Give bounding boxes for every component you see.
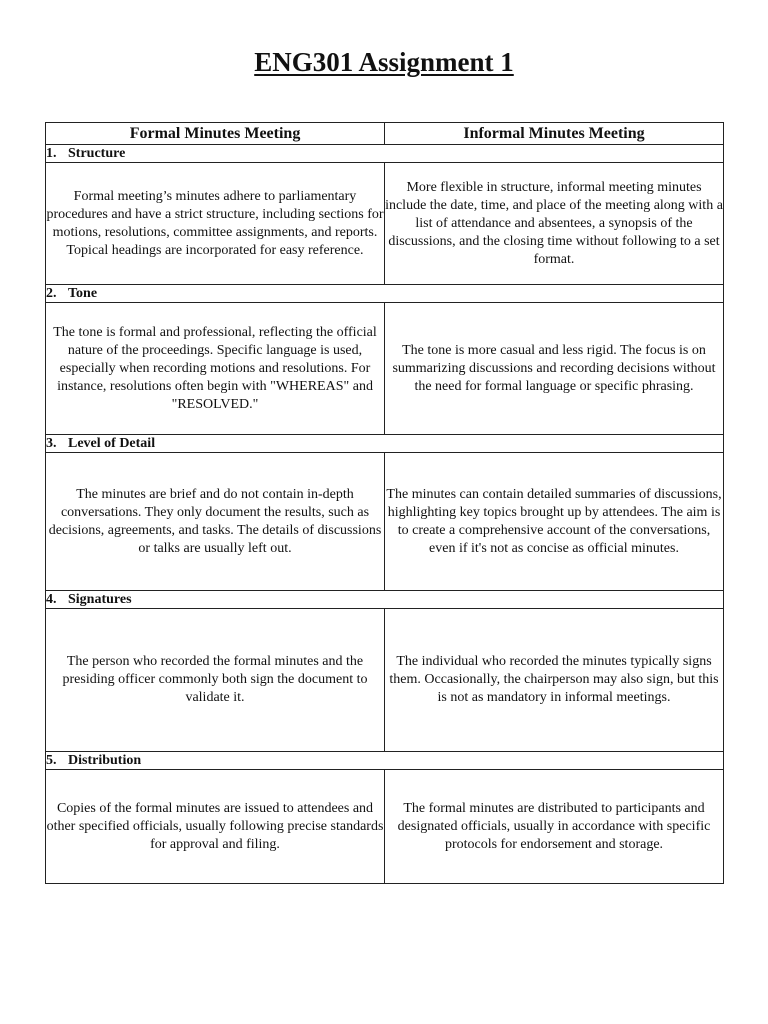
informal-cell: The formal minutes are distributed to participants and designated officials, usually in accordance with specific protocols for endorsement and storage. xyxy=(385,770,724,884)
section-number: 5. xyxy=(46,753,57,768)
section-heading-distribution xyxy=(46,752,724,770)
informal-cell: The individual who recorded the minutes typically signs them. Occasionally, the chairperson may also sign, but this is not as mandatory in informal meetings. xyxy=(385,609,724,752)
section-label: Tone xyxy=(68,286,98,301)
table-row xyxy=(46,609,724,752)
section-heading-row xyxy=(46,435,724,453)
section-heading-level-of-detail xyxy=(46,435,724,453)
header-informal: Informal Minutes Meeting xyxy=(385,123,724,145)
informal-cell: The minutes can contain detailed summaries of discussions, highlighting key topics brought up by attendees. The aim is to create a comprehensive account of the conversations, even if it's not as concise as official minutes. xyxy=(385,453,724,591)
section-heading-row xyxy=(46,145,724,163)
document-title: ENG301 Assignment 1 xyxy=(254,47,514,77)
informal-cell: More flexible in structure, informal meeting minutes include the date, time, and place of the meeting along with a list of attendance and absentees, a synopsis of the discussions, and the closing time without following to a set format. xyxy=(385,163,724,285)
section-label: Distribution xyxy=(68,753,142,768)
table-row xyxy=(46,453,724,591)
section-number: 1. xyxy=(46,146,57,161)
section-heading-row xyxy=(46,285,724,303)
table-row xyxy=(46,303,724,435)
section-heading-signatures xyxy=(46,591,724,609)
section-heading-row xyxy=(46,591,724,609)
section-heading-structure xyxy=(46,145,724,163)
table-row xyxy=(46,770,724,884)
table-row xyxy=(46,163,724,285)
section-label: Level of Detail xyxy=(68,436,156,451)
formal-cell: The person who recorded the formal minutes and the presiding officer commonly both sign the document to validate it. xyxy=(46,609,385,752)
formal-cell: The minutes are brief and do not contain in-depth conversations. They only document the results, such as decisions, agreements, and tasks. The details of discussions or talks are usually left out. xyxy=(46,453,385,591)
comparison-table xyxy=(45,122,724,884)
formal-cell: The tone is formal and professional, reflecting the official nature of the proceedings. Specific language is used, especially when recording motions and resolutions. For instance, resolutions often begin with "WHEREAS" and "RESOLVED." xyxy=(46,303,385,435)
informal-cell: The tone is more casual and less rigid. The focus is on summarizing discussions and recording decisions without the need for formal language or specific phrasing. xyxy=(385,303,724,435)
section-number: 4. xyxy=(46,592,57,607)
section-number: 3. xyxy=(46,436,57,451)
section-heading-tone xyxy=(46,285,724,303)
section-label: Structure xyxy=(68,146,126,161)
section-number: 2. xyxy=(46,286,57,301)
section-heading-row xyxy=(46,752,724,770)
formal-cell: Copies of the formal minutes are issued to attendees and other specified officials, usually following precise standards for approval and filing. xyxy=(46,770,385,884)
formal-cell: Formal meeting’s minutes adhere to parliamentary procedures and have a strict structure, including sections for motions, resolutions, committee assignments, and reports. Topical headings are incorporated for easy reference. xyxy=(46,163,385,285)
table-header-row xyxy=(46,123,724,145)
header-formal: Formal Minutes Meeting xyxy=(46,123,385,145)
section-label: Signatures xyxy=(68,592,132,607)
